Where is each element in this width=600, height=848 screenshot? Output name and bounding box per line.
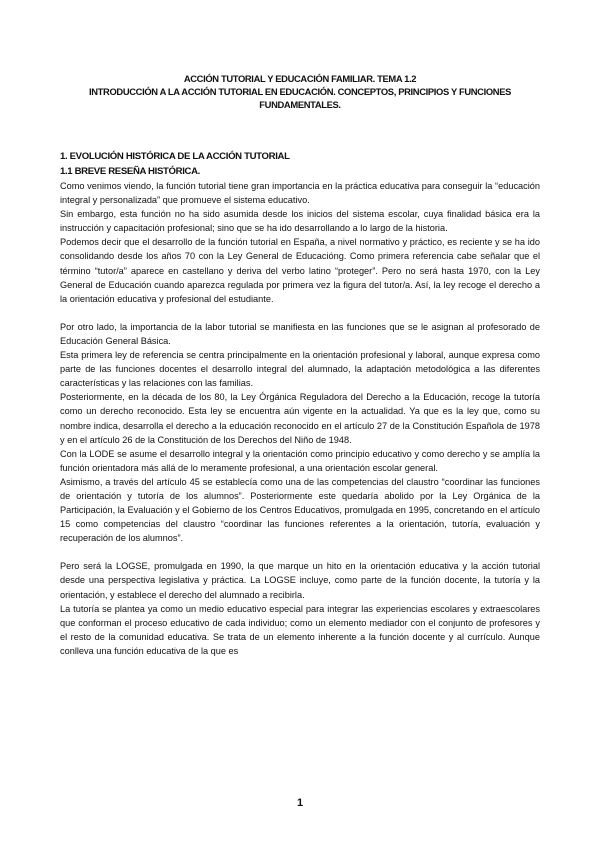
paragraph-gap (60, 306, 540, 320)
paragraph: Posteriormente, en la década de los 80, la Ley Órgánica Reguladora del Derecho a la Educación, recoge la tutoría como un derecho reconocido. Esta ley se encuentra aún vigente en la actualidad. Ya que es la ley que, como su nombre indica, desarrolla el derecho a la educación reconocido en el artículo 27 de la Constitución Española de 1978 y en el artículo 26 de la Constitución de los Derechos del Niño de 1948. (60, 392, 540, 445)
title-line-1: ACCIÓN TUTORIAL Y EDUCACIÓN FAMILIAR. TEMA 1.2 (183, 73, 417, 84)
paragraph: Podemos decir que el desarrollo de la función tutorial en España, a nivel normativo y práctico, es reciente y se ha ido consolidando desde los años 70 con la Ley General de Educacióng. Como primera referencia cabe señalar que el término “tutor/a” aparece en castellano y deriva del verbo latino “proteger”. Pero no será hasta 1970, con la Ley General de Educación cuando aparezca regulada por primera vez la figura del tutor/a. Así, la ley recoge el derecho a la orientación educativa y profesional del estudiante. (60, 237, 540, 304)
title-line-2: INTRODUCCIÓN A LA ACCIÓN TUTORIAL EN EDUCACIÓN. CONCEPTOS, PRINCIPIOS Y FUNCIONES FUNDAMENTALES. (88, 86, 512, 111)
paragraph: Como venimos viendo, la función tutorial tiene gran importancia en la práctica educativa para conseguir la “educación integral y personalizada” que promueve el sistema educativo. (60, 181, 540, 206)
subsection-heading: 1.1 BREVE RESEÑA HISTÓRICA. (60, 165, 200, 177)
paragraph: Pero será la LOGSE, promulgada en 1990, la que marque un hito en la orientación educativa y la acción tutorial desde una perspectiva legislativa y práctica. La LOGSE incluye, como parte de la función docente, la tutoría y la orientación, y establece el derecho del alumnado a recibirla. (60, 561, 540, 600)
page-number: 1 (296, 797, 304, 809)
section-headings (60, 150, 290, 179)
paragraph: Asimismo, a través del artículo 45 se establecía como una de las competencias del claustro “coordinar las funciones de orientación y tutoría de los alumnos”. Posteriormente este quedaría abolido por la Ley Orgánica de la Participación, la Evaluación y el Gobierno de los Centros Educativos, promulgada en 1995, concretando en el artículo 15 como competencias del claustro “coordinar las funciones referentes a la orientación, tutoría, evaluación y recuperación de los alumnos”. (60, 476, 540, 544)
paragraph: La tutoría se plantea ya como un medio educativo especial para integrar las experiencias escolares y extraescolares que conforman el proceso educativo de cada individuo; como un elemento mediador con el conjunto de profesores y el resto de la comunidad educativa. Se trata de un elemento inherente a la función docente y al currículo. Aunque conlleva una función educativa de la que es (60, 603, 540, 656)
section-heading: 1. EVOLUCIÓN HISTÓRICA DE LA ACCIÓN TUTORIAL (60, 151, 290, 162)
paragraph: Sin embargo, esta función no ha sido asumida desde los inicios del sistema escolar, cuya finalidad básica era la instrucción y capacitación profesional; sino que se ha ido desarrollando a lo largo de la historia. (60, 209, 540, 234)
paragraph: Por otro lado, la importancia de la labor tutorial se manifiesta en las funciones que se le asignan al profesorado de Educación General Básica. (60, 321, 540, 346)
paragraph-gap (60, 545, 540, 559)
document-title (60, 72, 540, 112)
paragraph: Esta primera ley de referencia se centra principalmente en la orientación profesional y laboral, aunque expresa como parte de las funciones docentes el desarrollo integral del alumnado, la adaptación metodológica a las diferentes características y las relaciones con las familias. (60, 350, 540, 389)
document-body (60, 179, 540, 658)
paragraph: Con la LODE se asume el desarrollo integral y la orientación como principio educativo y como derecho y se amplía la función orientadora más allá de lo meramente profesional, a una orientación escolar general. (60, 448, 540, 473)
